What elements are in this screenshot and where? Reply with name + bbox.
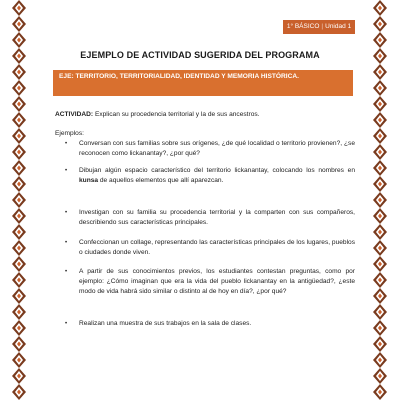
decorative-border-left: [12, 0, 26, 400]
example-text-part: de aquellos elementos que allí aparezcan.: [98, 177, 224, 185]
grade-unit-badge: 1° BÁSICO | Unidad 1: [283, 20, 355, 34]
activity-text: Explican su procedencia territorial y la de sus ancestros.: [93, 111, 260, 118]
grade-label: 1° BÁSICO: [286, 23, 320, 30]
example-text: [79, 166, 355, 186]
bullet-icon: •: [65, 321, 68, 327]
example-text: Investigan con su familia su procedencia territorial y la comparten con sus compañeros, describiendo sus características principales.: [79, 209, 355, 227]
page-title: EJEMPLO DE ACTIVIDAD SUGERIDA DEL PROGRAMA: [80, 50, 320, 60]
list-item: [55, 238, 355, 258]
bullet-icon: •: [65, 168, 68, 174]
examples-heading: Ejemplos:: [55, 130, 84, 137]
axis-label: EJE: TERRITORIO, TERRITORIALIDAD, IDENTIDAD Y MEMORIA HISTÓRICA.: [59, 73, 299, 80]
unit-label: Unidad 1: [325, 23, 352, 30]
example-text: Confeccionan un collage, representando las características principales de los lugares, pueblos o ciudades donde viven.: [79, 239, 356, 257]
bullet-icon: •: [65, 240, 68, 246]
decorative-border-right: [373, 0, 387, 400]
example-text-part: Dibujan algún espacio característico del territorio lickanantay, colocando los nombres en: [79, 167, 355, 174]
list-item: [55, 267, 355, 298]
axis-banner: [53, 70, 353, 96]
example-text-bold: kunsa: [79, 177, 99, 185]
example-text: Realizan una muestra de sus trabajos en la sala de clases.: [79, 320, 252, 327]
list-item: [55, 208, 355, 228]
list-item: [55, 166, 355, 186]
activity-statement: [55, 110, 355, 120]
bullet-icon: •: [65, 141, 68, 147]
list-item: [55, 319, 355, 329]
example-text: A partir de sus conocimientos previos, los estudiantes contestan preguntas, como por ejemplo: ¿Cómo imaginan que era la vida del pueblo lickanantay en la antigüedad?, ¿este modo de vida habrá sido similar o distinto al de hoy en día?, ¿por qué?: [79, 268, 355, 296]
example-text: Conversan con sus familias sobre sus orígenes, ¿de qué localidad o territorio provienen?, ¿se reconocen como lickanantay?, ¿por qué?: [79, 140, 355, 158]
bullet-icon: •: [65, 210, 68, 216]
bullet-icon: •: [65, 269, 68, 275]
activity-label: ACTIVIDAD:: [55, 111, 94, 118]
list-item: [55, 139, 355, 159]
